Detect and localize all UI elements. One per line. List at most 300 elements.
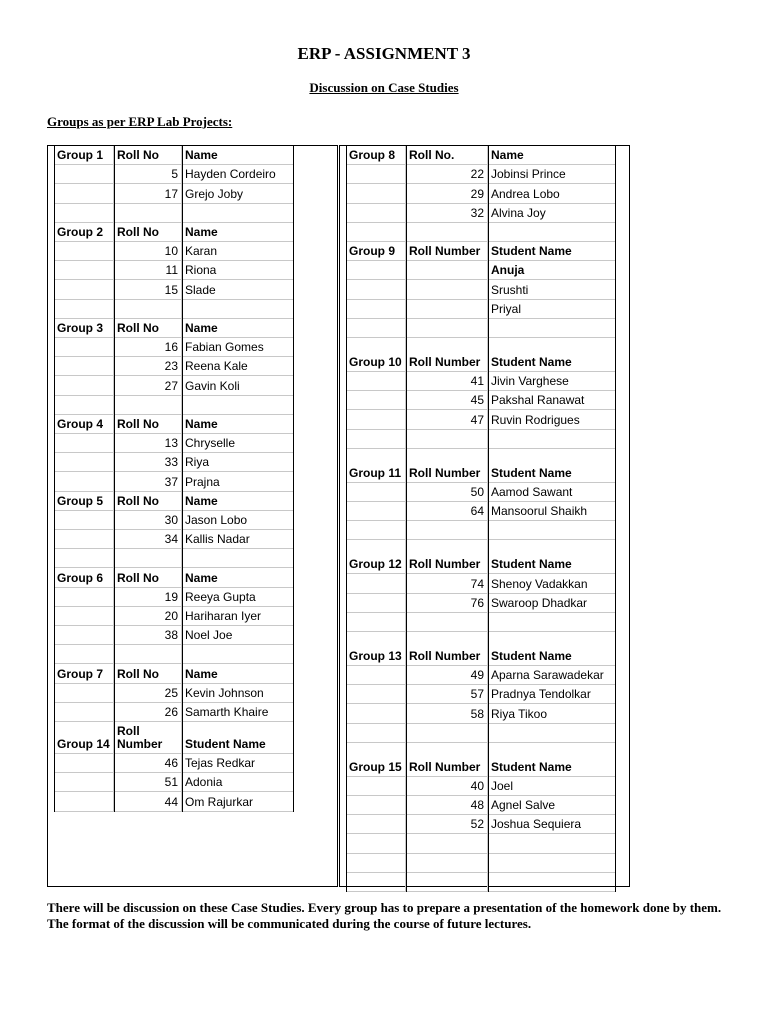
- table-row: [346, 594, 616, 613]
- group-header-row: [346, 540, 616, 574]
- roll-number: 34: [164, 532, 178, 547]
- group-cell: [346, 873, 406, 891]
- student-name: Mansoorul Shaikh: [491, 504, 588, 519]
- name-cell: [182, 184, 294, 202]
- roll-number: 74: [470, 576, 484, 591]
- right-groups-table: [346, 146, 616, 892]
- roll-number-cell: [406, 300, 488, 318]
- roll-number: 22: [470, 167, 484, 182]
- name-cell: [182, 588, 294, 606]
- student-name: Chryselle: [185, 436, 236, 451]
- roll-number-cell: [406, 521, 488, 539]
- roll-number-cell: [114, 357, 182, 375]
- name-cell: [488, 777, 616, 795]
- name-cell: [488, 704, 616, 722]
- group-label: Group 1: [57, 148, 104, 163]
- group-cell: [54, 549, 114, 567]
- group-cell: [346, 204, 406, 222]
- roll-number: Roll No: [117, 148, 159, 163]
- student-name: Jobinsi Prince: [491, 167, 566, 182]
- name-cell: [488, 204, 616, 222]
- name-cell: [182, 146, 294, 164]
- roll-number-cell: [406, 372, 488, 390]
- roll-number: 30: [164, 512, 178, 527]
- roll-number-cell: [406, 280, 488, 298]
- student-name: Prajna: [185, 474, 220, 489]
- group-cell: [54, 607, 114, 625]
- roll-number-cell: [114, 549, 182, 567]
- table-row: [346, 184, 616, 203]
- roll-number-cell: [406, 146, 488, 164]
- name-cell: [182, 204, 294, 222]
- table-row: [54, 300, 294, 319]
- roll-number-cell: [406, 834, 488, 852]
- group-cell: [346, 242, 406, 260]
- student-name: Ruvin Rodrigues: [491, 412, 580, 427]
- student-name: Riya: [185, 455, 210, 470]
- group-cell: [54, 338, 114, 356]
- student-name: Name: [185, 570, 218, 585]
- name-cell: [182, 319, 294, 337]
- roll-number: 58: [470, 706, 484, 721]
- roll-number: Roll No: [117, 493, 159, 508]
- student-name: Student Name: [491, 557, 572, 572]
- table-row: [54, 703, 294, 722]
- roll-number-cell: [406, 873, 488, 891]
- student-name: Student Name: [491, 649, 572, 663]
- roll-number-cell: [406, 540, 488, 573]
- group-cell: [346, 319, 406, 337]
- roll-number-cell: [114, 773, 182, 791]
- table-border: [114, 146, 115, 812]
- table-row: [54, 453, 294, 472]
- table-border: [54, 146, 55, 812]
- student-name: Name: [185, 666, 218, 681]
- group-cell: [54, 792, 114, 810]
- table-row: [54, 280, 294, 299]
- roll-number: 33: [164, 455, 178, 470]
- roll-number-cell: [406, 815, 488, 833]
- table-row: [346, 300, 616, 319]
- group-cell: [346, 146, 406, 164]
- roll-number-cell: [114, 472, 182, 490]
- roll-number: Roll Number: [409, 465, 481, 480]
- group-cell: [346, 632, 406, 665]
- group-cell: [54, 530, 114, 548]
- student-name: Pradnya Tendolkar: [491, 687, 591, 702]
- table-row: [54, 588, 294, 607]
- table-row: [54, 549, 294, 568]
- roll-number-cell: [114, 396, 182, 414]
- group-label: Group 14: [57, 737, 110, 751]
- group-cell: [54, 645, 114, 663]
- group-cell: [54, 664, 114, 682]
- table-row: [346, 873, 616, 892]
- roll-number-cell: [406, 204, 488, 222]
- name-cell: [182, 645, 294, 663]
- name-cell: [182, 338, 294, 356]
- group-header-row: [346, 338, 616, 372]
- group-cell: [346, 704, 406, 722]
- group-cell: [346, 777, 406, 795]
- group-label: Group 15: [349, 759, 402, 774]
- group-cell: [346, 338, 406, 371]
- table-row: [346, 796, 616, 815]
- group-label: Group 6: [57, 570, 104, 585]
- table-row: [54, 626, 294, 645]
- roll-number: Roll Number: [409, 355, 481, 369]
- student-name: Reeya Gupta: [185, 589, 256, 604]
- group-header-row: [54, 146, 294, 165]
- roll-number-cell: [406, 854, 488, 872]
- roll-number: 25: [164, 685, 178, 700]
- group-cell: [346, 449, 406, 482]
- table-row: [54, 338, 294, 357]
- table-row: [346, 204, 616, 223]
- group-cell: [346, 483, 406, 501]
- roll-number: 16: [164, 340, 178, 355]
- roll-number-cell: [114, 434, 182, 452]
- name-cell: [182, 261, 294, 279]
- name-cell: [182, 357, 294, 375]
- group-cell: [54, 184, 114, 202]
- name-cell: [488, 873, 616, 891]
- name-cell: [182, 684, 294, 702]
- roll-number-cell: [406, 685, 488, 703]
- group-header-row: [54, 223, 294, 242]
- name-cell: [182, 492, 294, 510]
- table-row: [54, 792, 294, 811]
- group-header-row: [54, 492, 294, 511]
- roll-number: 29: [470, 186, 484, 201]
- roll-number-cell: [406, 338, 488, 371]
- roll-number-cell: [114, 645, 182, 663]
- group-cell: [346, 796, 406, 814]
- group-cell: [346, 184, 406, 202]
- table-row: [346, 280, 616, 299]
- name-cell: [182, 626, 294, 644]
- name-cell: [182, 165, 294, 183]
- group-cell: [346, 666, 406, 684]
- student-name: Slade: [185, 282, 216, 297]
- group-header-row: [54, 722, 294, 754]
- table-row: [346, 319, 616, 338]
- name-cell: [182, 280, 294, 298]
- student-name: Student Name: [491, 465, 572, 480]
- roll-number-cell: [406, 483, 488, 501]
- group-cell: [54, 319, 114, 337]
- group-label: Group 4: [57, 416, 104, 431]
- name-cell: [488, 300, 616, 318]
- roll-number: 57: [470, 687, 484, 702]
- roll-number: 44: [164, 794, 178, 809]
- roll-number-cell: [114, 300, 182, 318]
- roll-number: 51: [164, 775, 178, 790]
- student-name: Name: [185, 224, 218, 239]
- roll-number: 47: [470, 412, 484, 427]
- group-cell: [54, 242, 114, 260]
- group-label: Group 5: [57, 493, 104, 508]
- name-cell: [182, 703, 294, 721]
- group-cell: [346, 594, 406, 612]
- table-row: [54, 376, 294, 395]
- group-cell: [54, 223, 114, 241]
- name-cell: [488, 223, 616, 241]
- roll-number-cell: [114, 664, 182, 682]
- group-cell: [346, 300, 406, 318]
- group-header-row: [346, 146, 616, 165]
- student-name: Riona: [185, 263, 217, 278]
- table-row: [54, 607, 294, 626]
- group-cell: [54, 588, 114, 606]
- student-name: Aamod Sawant: [491, 484, 573, 499]
- name-cell: [182, 722, 294, 753]
- roll-number-cell: [114, 261, 182, 279]
- roll-number-cell: [114, 165, 182, 183]
- name-cell: [182, 376, 294, 394]
- student-name: Kevin Johnson: [185, 685, 264, 700]
- student-name: Tejas Redkar: [185, 756, 256, 771]
- name-cell: [182, 773, 294, 791]
- group-cell: [346, 854, 406, 872]
- name-cell: [488, 372, 616, 390]
- table-row: [54, 204, 294, 223]
- group-label: Group 8: [349, 148, 396, 163]
- name-cell: [488, 632, 616, 665]
- roll-number: 46: [164, 756, 178, 771]
- group-cell: [346, 834, 406, 852]
- table-row: [54, 472, 294, 491]
- name-cell: [182, 223, 294, 241]
- roll-number-cell: [114, 453, 182, 471]
- table-row: [346, 372, 616, 391]
- group-cell: [346, 685, 406, 703]
- student-name: Grejo Joby: [185, 186, 244, 201]
- name-cell: [182, 415, 294, 433]
- table-row: [346, 854, 616, 873]
- group-cell: [54, 492, 114, 510]
- name-cell: [488, 594, 616, 612]
- roll-number: 15: [164, 282, 178, 297]
- student-name: Gavin Koli: [185, 378, 240, 393]
- roll-number-cell: [114, 588, 182, 606]
- name-cell: [182, 396, 294, 414]
- roll-number: Roll No.: [409, 148, 455, 163]
- roll-number-cell: [406, 410, 488, 428]
- student-name: Srushti: [491, 282, 529, 297]
- name-cell: [182, 530, 294, 548]
- name-cell: [488, 685, 616, 703]
- group-cell: [346, 280, 406, 298]
- student-name: Jivin Varghese: [491, 374, 569, 389]
- group-cell: [54, 280, 114, 298]
- group-cell: [54, 754, 114, 772]
- group-cell: [346, 815, 406, 833]
- table-row: [346, 574, 616, 593]
- roll-number: 38: [164, 628, 178, 643]
- student-name: Anuja: [491, 263, 525, 278]
- group-cell: [346, 540, 406, 573]
- group-cell: [54, 357, 114, 375]
- student-name: Reena Kale: [185, 359, 248, 374]
- roll-number-cell: [114, 338, 182, 356]
- name-cell: [488, 184, 616, 202]
- table-row: [346, 815, 616, 834]
- roll-number-cell: [114, 376, 182, 394]
- group-cell: [54, 773, 114, 791]
- roll-number: 76: [470, 595, 484, 610]
- name-cell: [488, 410, 616, 428]
- student-name: Andrea Lobo: [491, 186, 560, 201]
- group-cell: [54, 415, 114, 433]
- roll-number: 37: [164, 474, 178, 489]
- student-name: Name: [185, 320, 218, 335]
- roll-number-cell: [406, 704, 488, 722]
- roll-number: 50: [470, 484, 484, 499]
- roll-number: 13: [164, 436, 178, 451]
- name-cell: [488, 724, 616, 742]
- roll-number-cell: [114, 530, 182, 548]
- roll-number: 48: [470, 798, 484, 813]
- name-cell: [488, 743, 616, 776]
- roll-number-cell: [406, 242, 488, 260]
- roll-number-cell: [406, 261, 488, 279]
- name-cell: [488, 483, 616, 501]
- group-cell: [346, 372, 406, 390]
- roll-number-cell: [114, 684, 182, 702]
- roll-number-cell: [114, 415, 182, 433]
- roll-number: 41: [470, 374, 484, 389]
- student-name: Pakshal Ranawat: [491, 393, 585, 408]
- table-row: [346, 613, 616, 632]
- group-header-row: [346, 449, 616, 483]
- name-cell: [488, 430, 616, 448]
- table-row: [346, 704, 616, 723]
- name-cell: [488, 165, 616, 183]
- student-name: Karan: [185, 244, 218, 259]
- name-cell: [488, 834, 616, 852]
- roll-number: 52: [470, 817, 484, 832]
- roll-number: 23: [164, 359, 178, 374]
- group-label: Group 12: [349, 557, 402, 572]
- roll-number: 45: [470, 393, 484, 408]
- table-row: [54, 754, 294, 773]
- roll-number-cell: [406, 430, 488, 448]
- roll-number-cell: [406, 502, 488, 520]
- roll-number-cell: [114, 280, 182, 298]
- student-name: Aparna Sarawadekar: [491, 668, 604, 683]
- name-cell: [488, 242, 616, 260]
- roll-number: Roll Number: [409, 759, 481, 774]
- roll-number: 5: [171, 167, 178, 182]
- roll-number: 40: [470, 778, 484, 793]
- table-border: [406, 146, 407, 892]
- student-name: Joel: [491, 778, 514, 793]
- group-cell: [346, 391, 406, 409]
- table-row: [54, 434, 294, 453]
- roll-number: 17: [164, 186, 178, 201]
- group-cell: [54, 511, 114, 529]
- table-row: [54, 773, 294, 792]
- roll-number: 19: [164, 589, 178, 604]
- group-cell: [346, 165, 406, 183]
- table-row: [54, 165, 294, 184]
- group-header-row: [346, 743, 616, 777]
- name-cell: [488, 319, 616, 337]
- name-cell: [182, 607, 294, 625]
- name-cell: [488, 146, 616, 164]
- roll-number-cell: [406, 743, 488, 776]
- table-border: [293, 146, 294, 812]
- group-cell: [346, 502, 406, 520]
- roll-number-cell: [114, 319, 182, 337]
- roll-number-cell: [114, 607, 182, 625]
- roll-number-cell: [114, 722, 182, 753]
- name-cell: [182, 434, 294, 452]
- name-cell: [182, 511, 294, 529]
- name-cell: [488, 854, 616, 872]
- roll-number-cell: [406, 632, 488, 665]
- name-cell: [488, 521, 616, 539]
- table-row: [346, 165, 616, 184]
- roll-number-cell: [406, 391, 488, 409]
- group-cell: [346, 521, 406, 539]
- roll-number-cell: [114, 792, 182, 810]
- student-name: Adonia: [185, 775, 223, 790]
- name-cell: [182, 549, 294, 567]
- group-cell: [54, 261, 114, 279]
- name-cell: [182, 453, 294, 471]
- group-cell: [54, 300, 114, 318]
- name-cell: [488, 449, 616, 482]
- group-label: Group 13: [349, 649, 402, 663]
- left-groups-panel: [47, 145, 338, 887]
- roll-number: Roll No: [117, 416, 159, 431]
- page-title: ERP - ASSIGNMENT 3: [297, 44, 471, 63]
- roll-number-cell: [406, 574, 488, 592]
- name-cell: [182, 472, 294, 490]
- student-name: Student Name: [491, 355, 572, 369]
- group-header-row: [346, 242, 616, 261]
- table-row: [346, 430, 616, 449]
- name-cell: [182, 568, 294, 586]
- student-name: Shenoy Vadakkan: [491, 576, 588, 591]
- roll-number-cell: [114, 146, 182, 164]
- student-name: Student Name: [185, 737, 266, 751]
- name-cell: [182, 300, 294, 318]
- roll-number-cell: [114, 204, 182, 222]
- roll-number: Roll No: [117, 224, 159, 239]
- group-cell: [346, 261, 406, 279]
- table-row: [346, 391, 616, 410]
- group-cell: [346, 613, 406, 631]
- table-row: [346, 724, 616, 743]
- name-cell: [182, 754, 294, 772]
- table-row: [54, 242, 294, 261]
- group-cell: [54, 165, 114, 183]
- group-header-row: [54, 664, 294, 683]
- roll-number: Roll No: [117, 666, 159, 681]
- table-row: [346, 521, 616, 540]
- table-row: [54, 261, 294, 280]
- group-label: Group 10: [349, 355, 402, 369]
- student-name: Hayden Cordeiro: [185, 167, 276, 182]
- right-groups-panel: [339, 145, 630, 887]
- table-row: [54, 396, 294, 415]
- student-name: Name: [491, 148, 524, 163]
- group-label: Group 3: [57, 320, 104, 335]
- student-name: Name: [185, 148, 218, 163]
